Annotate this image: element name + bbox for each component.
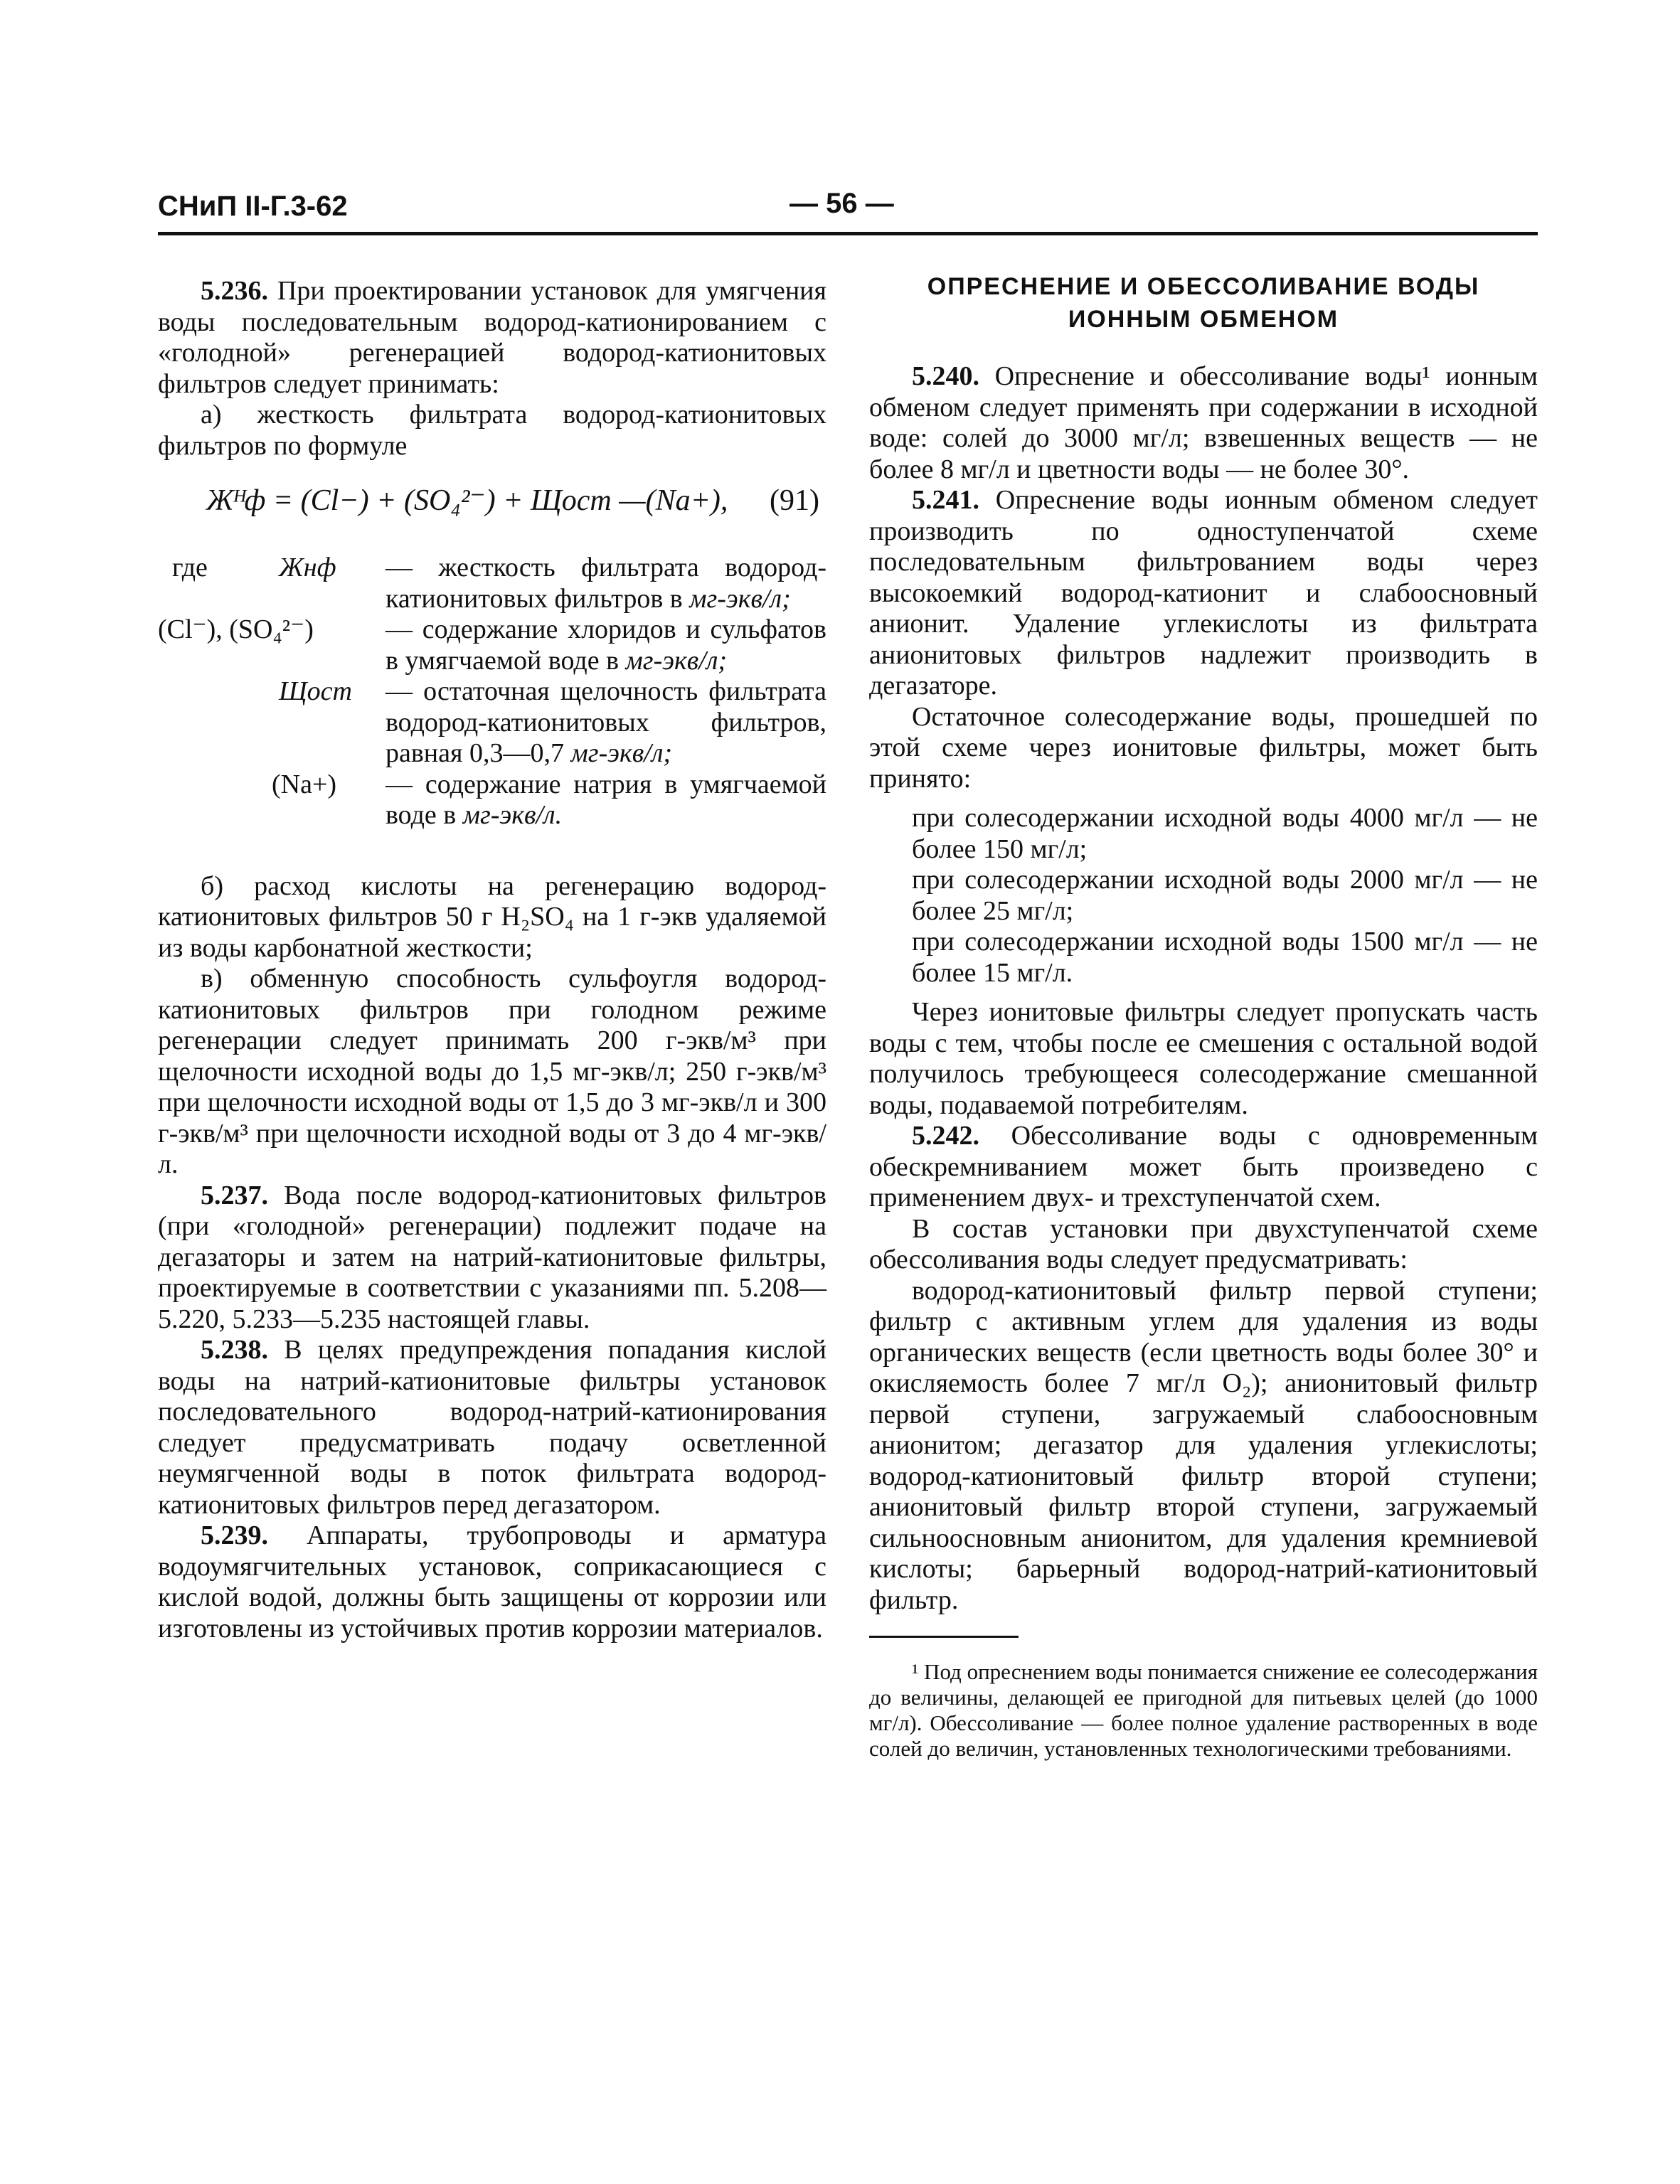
- header-rule: [158, 232, 1538, 235]
- document-code: СНиП II-Г.3-62: [158, 191, 348, 222]
- definition-body: — содержание хлоридов и сульфатов в умягчаемой воде в: [386, 614, 826, 676]
- definition-text: [386, 676, 826, 769]
- definition-text: [386, 553, 826, 614]
- clause-number: 5.236.: [201, 276, 268, 306]
- paragraph-equipment-list: водород-катионитовый фильтр первой ступени; фильтр с активным углем для удаления из воды органических веществ (если цветность воды более 30° и окисляемость более 7 мг/л O₂); анионитовый фильтр первой ступени, загружаемый слабоосновным анионитом; дегазатор для удаления углекислоты; водород-катионитовый фильтр второй ступени; анионитовый фильтр второй ступени, загружаемый сильноосновным анионитом, для удаления кремниевой кислоты; барьерный водород-натрий-катионитовый фильтр.: [869, 1275, 1538, 1615]
- footnote-rule: [869, 1636, 1019, 1638]
- paragraph-5-240: [869, 361, 1538, 485]
- page-number: — 56 —: [790, 188, 894, 219]
- definition-where: где: [172, 553, 208, 582]
- clause-text: В целях предупреждения попадания кислой воды на натрий-катионитовые фильтры установок последовательного водород-натрий-катионирования следует предусматривать подачу осветленной неумягченной воды в поток фильтрата водород-катионитовых фильтров перед дегазатором.: [158, 1335, 826, 1520]
- clause-text: При проектировании установок для умягчения воды последовательным водород-катионированием с «голодной» регенерацией водород-катионитовых фильтров следует принимать:: [158, 276, 826, 399]
- clause-text: Обессоливание воды с одновременным обескремниванием может быть произведено с применением двух- и трехступенчатой схем.: [869, 1121, 1538, 1213]
- section-title: [869, 270, 1538, 336]
- item-b: б) расход кислоты на регенерацию водород-катионитовых фильтров 50 г H₂SO₄ на 1 г-экв удаляемой из воды карбонатной жесткости;: [158, 870, 826, 963]
- paragraph-5-237: [158, 1181, 826, 1336]
- paragraph-5-236: [158, 276, 826, 400]
- formula-expression: Жᴴф = (Cl−) + (SO₄²⁻) + Щост —(Na+),: [206, 484, 728, 517]
- definitions: [158, 553, 826, 831]
- formula-number: (91): [770, 484, 819, 517]
- paragraph-5-238: [158, 1335, 826, 1520]
- paragraph-partial-flow: Через ионитовые фильтры следует пропускать часть воды с тем, чтобы после ее смешения с остальной водой получилось требующееся солесодержание смешанной воды, подаваемой потребителям.: [869, 997, 1538, 1120]
- definition-term: (Na+): [272, 769, 337, 799]
- paragraph-residual-salinity: Остаточное солесодержание воды, прошедшей по этой схеме через ионитовые фильтры, может быть принято:: [869, 701, 1538, 794]
- definition-unit: мг-экв/л;: [689, 583, 791, 614]
- paragraph-5-241: [869, 485, 1538, 702]
- clause-number: 5.241.: [912, 485, 979, 515]
- definition-term: Щост: [279, 676, 352, 706]
- right-column: [869, 270, 1538, 1762]
- clause-text: Опреснение воды ионным обменом следует производить по одноступенчатой схеме последовательным фильтрованием воды через высокоемкий водород-катионит и слабоосновный анионит. Удаление углекислоты из фильтрата анионитовых фильтров надлежит производить в дегазаторе.: [869, 485, 1538, 701]
- spacer: [869, 989, 1538, 997]
- condition-1500: при солесодержании исходной воды 1500 мг/л — не более 15 мг/л.: [912, 927, 1538, 988]
- definition-term: Жнф: [279, 553, 336, 582]
- section-title-line-1: ОПРЕСНЕНИЕ И ОБЕССОЛИВАНИЕ ВОДЫ: [927, 273, 1480, 300]
- condition-2000: при солесодержании исходной воды 2000 мг/л — не более 25 мг/л;: [912, 865, 1538, 926]
- definition-term: (Cl⁻), (SO₄²⁻): [158, 614, 314, 644]
- definition-body: — остаточная щелочность фильтрата водород-катионитовых фильтров, равная 0,3—0,7: [386, 676, 826, 768]
- definition-chlorides-sulfates: [158, 614, 826, 676]
- clause-number: 5.237.: [201, 1180, 268, 1210]
- clause-number: 5.239.: [201, 1520, 268, 1550]
- definition-hardness: [158, 553, 826, 614]
- definition-text: [386, 614, 826, 676]
- clause-text: Аппараты, трубопроводы и арматура водоумягчительных установок, соприкасающиеся с кислой водой, должны быть защищены от коррозии или изготовлены из устойчивых против коррозии материалов.: [158, 1520, 826, 1644]
- definition-unit: мг-экв/л;: [625, 645, 728, 676]
- footnote: ¹ Под опреснением воды понимается снижение ее солесодержания до величины, делающей ее пригодной для питьевых целей (до 1000 мг/л). Обессоливание — более полное удаление растворенных в воде солей до величин, установленных технологическими требованиями.: [869, 1659, 1538, 1761]
- condition-4000: при солесодержании исходной воды 4000 мг/л — не более 150 мг/л;: [912, 803, 1538, 864]
- item-a: а) жесткость фильтрата водород-катионитовых фильтров по формуле: [158, 400, 826, 461]
- definition-alkalinity: [158, 676, 826, 769]
- formula-91: [158, 462, 826, 540]
- clause-number: 5.238.: [201, 1335, 268, 1365]
- definition-text: [386, 769, 826, 831]
- clause-text: Вода после водород-катионитовых фильтров (при «голодной» регенерации) подлежит подаче на дегазаторы и затем на натрий-катионитовые фильтры, проектируемые в соответствии с указаниями пп. 5.208—5.220, 5.233—5.235 настоящей главы.: [158, 1180, 826, 1334]
- definition-sodium: [158, 769, 826, 831]
- paragraph-5-239: [158, 1520, 826, 1644]
- left-column: [158, 276, 826, 1644]
- paragraph-composition: В состав установки при двухступенчатой схеме обессоливания воды следует предусматривать:: [869, 1213, 1538, 1274]
- definition-unit: мг-экв/л.: [462, 800, 563, 830]
- definition-body: — жесткость фильтрата водород-катионитовых фильтров в: [386, 553, 826, 614]
- clause-text: Опреснение и обессоливание воды¹ ионным обменом следует применять при содержании в исходной воде: солей до 3000 мг/л; взвешенных веществ — не более 8 мг/л и цветности воды — не более 30°.: [869, 361, 1538, 484]
- definition-unit: мг-экв/л;: [570, 738, 673, 768]
- definition-body: — содержание натрия в умягчаемой воде в: [386, 769, 826, 830]
- item-v: в) обменную способность сульфоугля водород-катионитовых фильтров при голодном режиме регенерации следует принимать 200 г-экв/м³ при щелочности исходной воды до 1,5 мг-экв/л; 250 г-экв/м³ при щелочности исходной воды от 1,5 до 3 мг-экв/л и 300 г-экв/м³ при щелочности исходной воды от 3 до 4 мг-экв/л.: [158, 964, 826, 1179]
- clause-number: 5.240.: [912, 361, 979, 391]
- section-title-line-2: ИОННЫМ ОБМЕНОМ: [1068, 306, 1339, 333]
- spacer: [869, 794, 1538, 803]
- clause-number: 5.242.: [912, 1121, 979, 1151]
- paragraph-5-242: [869, 1121, 1538, 1214]
